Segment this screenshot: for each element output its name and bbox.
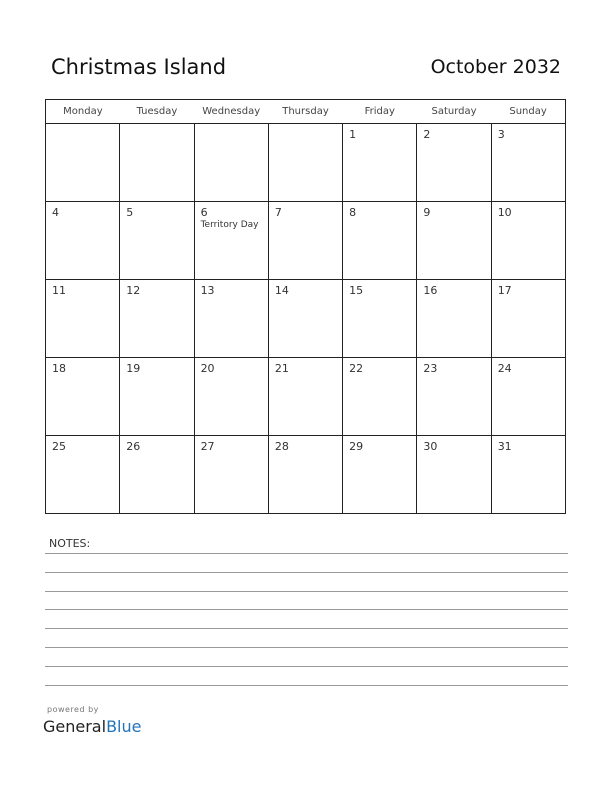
- day-cell: [46, 202, 120, 280]
- note-line: [45, 591, 568, 592]
- day-cell: [268, 436, 342, 514]
- weekday-header-row: [46, 100, 566, 124]
- day-cell: [194, 124, 268, 202]
- day-number: 31: [497, 440, 512, 453]
- weekday-header: Saturday: [417, 100, 491, 124]
- day-number: 2: [423, 128, 431, 141]
- day-number: 29: [349, 440, 364, 453]
- day-number: 23: [423, 362, 438, 375]
- note-line: [45, 666, 568, 667]
- day-number: 13: [200, 284, 215, 297]
- day-number: 11: [52, 284, 66, 297]
- brand-part-general: General: [43, 717, 107, 736]
- day-number: 16: [423, 284, 438, 297]
- day-number: 26: [126, 440, 141, 453]
- day-number: 20: [200, 362, 215, 375]
- day-number: 9: [423, 206, 431, 219]
- day-cell: [417, 358, 491, 436]
- day-cell: [343, 202, 417, 280]
- weekday-header: Tuesday: [120, 100, 194, 124]
- day-cell: [491, 124, 565, 202]
- weekday-header: Wednesday: [194, 100, 268, 124]
- week-row: [46, 436, 566, 514]
- day-cell: [46, 358, 120, 436]
- day-cell: [120, 358, 194, 436]
- day-number: 5: [126, 206, 134, 219]
- day-cell: [194, 436, 268, 514]
- day-cell: [120, 124, 194, 202]
- note-line: [45, 553, 568, 554]
- day-number: 17: [497, 284, 512, 297]
- day-number: 27: [200, 440, 215, 453]
- day-cell: [417, 124, 491, 202]
- weekday-header: Monday: [46, 100, 120, 124]
- day-cell: [120, 436, 194, 514]
- day-number: 1: [349, 128, 357, 141]
- weekday-header: Sunday: [491, 100, 565, 124]
- day-cell: [194, 280, 268, 358]
- day-cell: [46, 436, 120, 514]
- day-cell: [46, 280, 120, 358]
- day-number: 14: [274, 284, 289, 297]
- week-row: [46, 358, 566, 436]
- day-cell: [120, 280, 194, 358]
- day-number: 3: [497, 128, 505, 141]
- note-line: [45, 685, 568, 686]
- holiday-label: Territory Day: [200, 220, 259, 230]
- note-line: [45, 609, 568, 610]
- day-cell: [46, 124, 120, 202]
- day-number: 6: [200, 206, 208, 219]
- day-cell: [194, 202, 268, 280]
- day-number: 22: [349, 362, 364, 375]
- powered-by-text: powered by: [47, 705, 99, 714]
- day-cell: [343, 124, 417, 202]
- week-row: [46, 124, 566, 202]
- day-number: 24: [497, 362, 512, 375]
- day-cell: [491, 358, 565, 436]
- day-number: 18: [52, 362, 66, 375]
- week-row: [46, 202, 566, 280]
- day-cell: [343, 436, 417, 514]
- month-year-title: October 2032: [430, 56, 561, 78]
- note-line: [45, 628, 568, 629]
- day-number: 10: [497, 206, 512, 219]
- day-number: 21: [274, 362, 289, 375]
- brand-part-blue: Blue: [106, 717, 142, 736]
- day-cell: [120, 202, 194, 280]
- week-row: [46, 280, 566, 358]
- day-number: 19: [126, 362, 141, 375]
- notes-label: NOTES:: [49, 537, 91, 550]
- day-cell: [417, 436, 491, 514]
- day-cell: [194, 358, 268, 436]
- weekday-header: Thursday: [268, 100, 342, 124]
- day-number: 28: [274, 440, 289, 453]
- calendar-grid: [45, 99, 566, 514]
- note-line: [45, 647, 568, 648]
- day-cell: [343, 280, 417, 358]
- day-number: 8: [349, 206, 357, 219]
- day-cell: [417, 202, 491, 280]
- day-number: 4: [52, 206, 59, 219]
- day-number: 25: [52, 440, 66, 453]
- day-number: 7: [274, 206, 282, 219]
- country-title: Christmas Island: [51, 55, 227, 79]
- day-cell: [268, 124, 342, 202]
- weekday-header: Friday: [343, 100, 417, 124]
- day-cell: [417, 280, 491, 358]
- note-line: [45, 572, 568, 573]
- day-cell: [343, 358, 417, 436]
- day-number: 12: [126, 284, 141, 297]
- day-cell: [268, 358, 342, 436]
- day-cell: [268, 202, 342, 280]
- day-cell: [491, 202, 565, 280]
- day-number: 15: [349, 284, 364, 297]
- day-cell: [491, 436, 565, 514]
- day-cell: [491, 280, 565, 358]
- day-cell: [268, 280, 342, 358]
- generalblue-logo: [43, 717, 141, 736]
- day-number: 30: [423, 440, 438, 453]
